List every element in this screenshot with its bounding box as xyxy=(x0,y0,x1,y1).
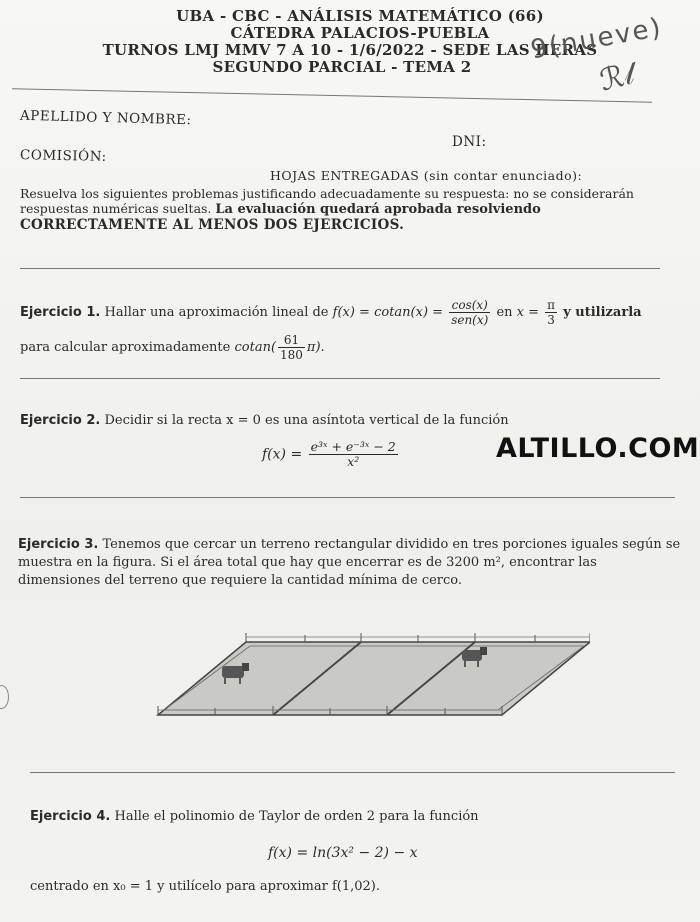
exercise-2-numerator: e³ˣ + e⁻³ˣ − 2 xyxy=(310,439,396,454)
exercise-4-label: Ejercicio 4. xyxy=(30,809,111,824)
angle-denominator: 180 xyxy=(280,348,303,362)
header-line-1: UBA - CBC - ANÁLISIS MATEMÁTICO (66) xyxy=(176,7,544,25)
exercise-1-text-c: para calcular aproximadamente xyxy=(20,340,231,355)
exercise-1-text: Hallar una aproximación lineal de xyxy=(104,305,329,320)
exercise-1-at: en xyxy=(496,305,513,320)
sheets-field-label: HOJAS ENTREGADAS (sin contar enunciado): xyxy=(270,168,583,183)
instructions-bold: La evaluación quedará aprobada resolviendo xyxy=(215,202,541,217)
exercise-1-text-b: y utilizarla xyxy=(563,305,642,320)
exercise-2-equation xyxy=(262,440,400,469)
exercise-1-line-2 xyxy=(20,333,325,362)
exercise-1-function: f(x) = cotan(x) = xyxy=(332,305,444,320)
exercise-1-label: Ejercicio 1. xyxy=(20,305,101,320)
exercise-2-function: f(x) = xyxy=(262,446,303,463)
exercise-2 xyxy=(20,412,509,430)
watermark: ALTILLO.COM xyxy=(496,433,700,464)
instructions-caps: CORRECTAMENTE AL MENOS DOS EJERCICIOS. xyxy=(20,217,405,233)
divider-4 xyxy=(30,772,675,773)
handwritten-signature: ℛ𝓁 xyxy=(596,56,638,99)
divider-3 xyxy=(20,497,675,498)
exercise-1-tail: π). xyxy=(306,340,325,355)
binder-hole-mark xyxy=(0,685,9,709)
instructions-text: Resuelva los siguientes problemas justificando adecuadamente su respuesta: no se considerarán respuestas numéricas sueltas. xyxy=(20,186,634,216)
divider-2 xyxy=(20,378,660,379)
exercise-4-equation: f(x) = ln(3x² − 2) − x xyxy=(268,845,418,861)
header-line-4: SEGUNDO PARCIAL - TEMA 2 xyxy=(212,58,472,76)
fenced-field-figure xyxy=(150,630,590,725)
exercise-1-fraction xyxy=(449,298,490,327)
handwritten-grade: 9(nueve) xyxy=(528,12,665,66)
instructions xyxy=(20,186,665,233)
exercise-1-x-eq: x = xyxy=(516,305,540,320)
exercise-2-text: Decidir si la recta x = 0 es una asíntota vertical de la función xyxy=(104,413,509,428)
exercise-1-angle-fraction xyxy=(278,333,305,362)
exercise-3 xyxy=(18,536,682,590)
exercise-1 xyxy=(20,298,670,327)
exercise-2-fraction xyxy=(309,440,398,469)
header-divider xyxy=(12,88,652,102)
exercise-1-cot: cotan( xyxy=(234,340,277,355)
exercise-4-line-2: centrado en x₀ = 1 y utilícelo para aproximar f(1,02). xyxy=(30,879,380,894)
header-line-2: CÁTEDRA PALACIOS-PUEBLA xyxy=(230,24,490,42)
field-plot xyxy=(158,642,590,715)
exercise-4-text: Halle el polinomio de Taylor de orden 2 para la función xyxy=(114,809,479,824)
exercise-2-label: Ejercicio 2. xyxy=(20,413,101,428)
exercise-3-text: Tenemos que cercar un terreno rectangular dividido en tres porciones iguales según se muestra en la figura. Si el área total que hay que encerrar es de 3200 m², encontrar las dimensiones del terreno que requiere la cantidad mínima de cerco. xyxy=(18,537,681,588)
exercise-1-pi-fraction xyxy=(545,298,557,327)
header-line-3: TURNOS LMJ MMV 7 A 10 - 1/6/2022 - SEDE LAS HERAS xyxy=(102,41,598,59)
angle-numerator: 61 xyxy=(278,333,305,348)
fraction-numerator: cos(x) xyxy=(449,298,490,313)
dni-field-label: DNI: xyxy=(452,134,487,150)
divider-1 xyxy=(20,268,660,269)
commission-field-label: COMISIÓN: xyxy=(19,147,107,165)
exercise-3-label: Ejercicio 3. xyxy=(18,537,99,552)
exercise-2-denominator: x² xyxy=(347,454,360,469)
pi-denominator: 3 xyxy=(547,313,555,327)
pi-numerator: π xyxy=(547,298,556,312)
exercise-4 xyxy=(30,808,479,826)
fraction-denominator: sen(x) xyxy=(451,313,489,327)
name-field-label: APELLIDO Y NOMBRE: xyxy=(19,107,192,129)
